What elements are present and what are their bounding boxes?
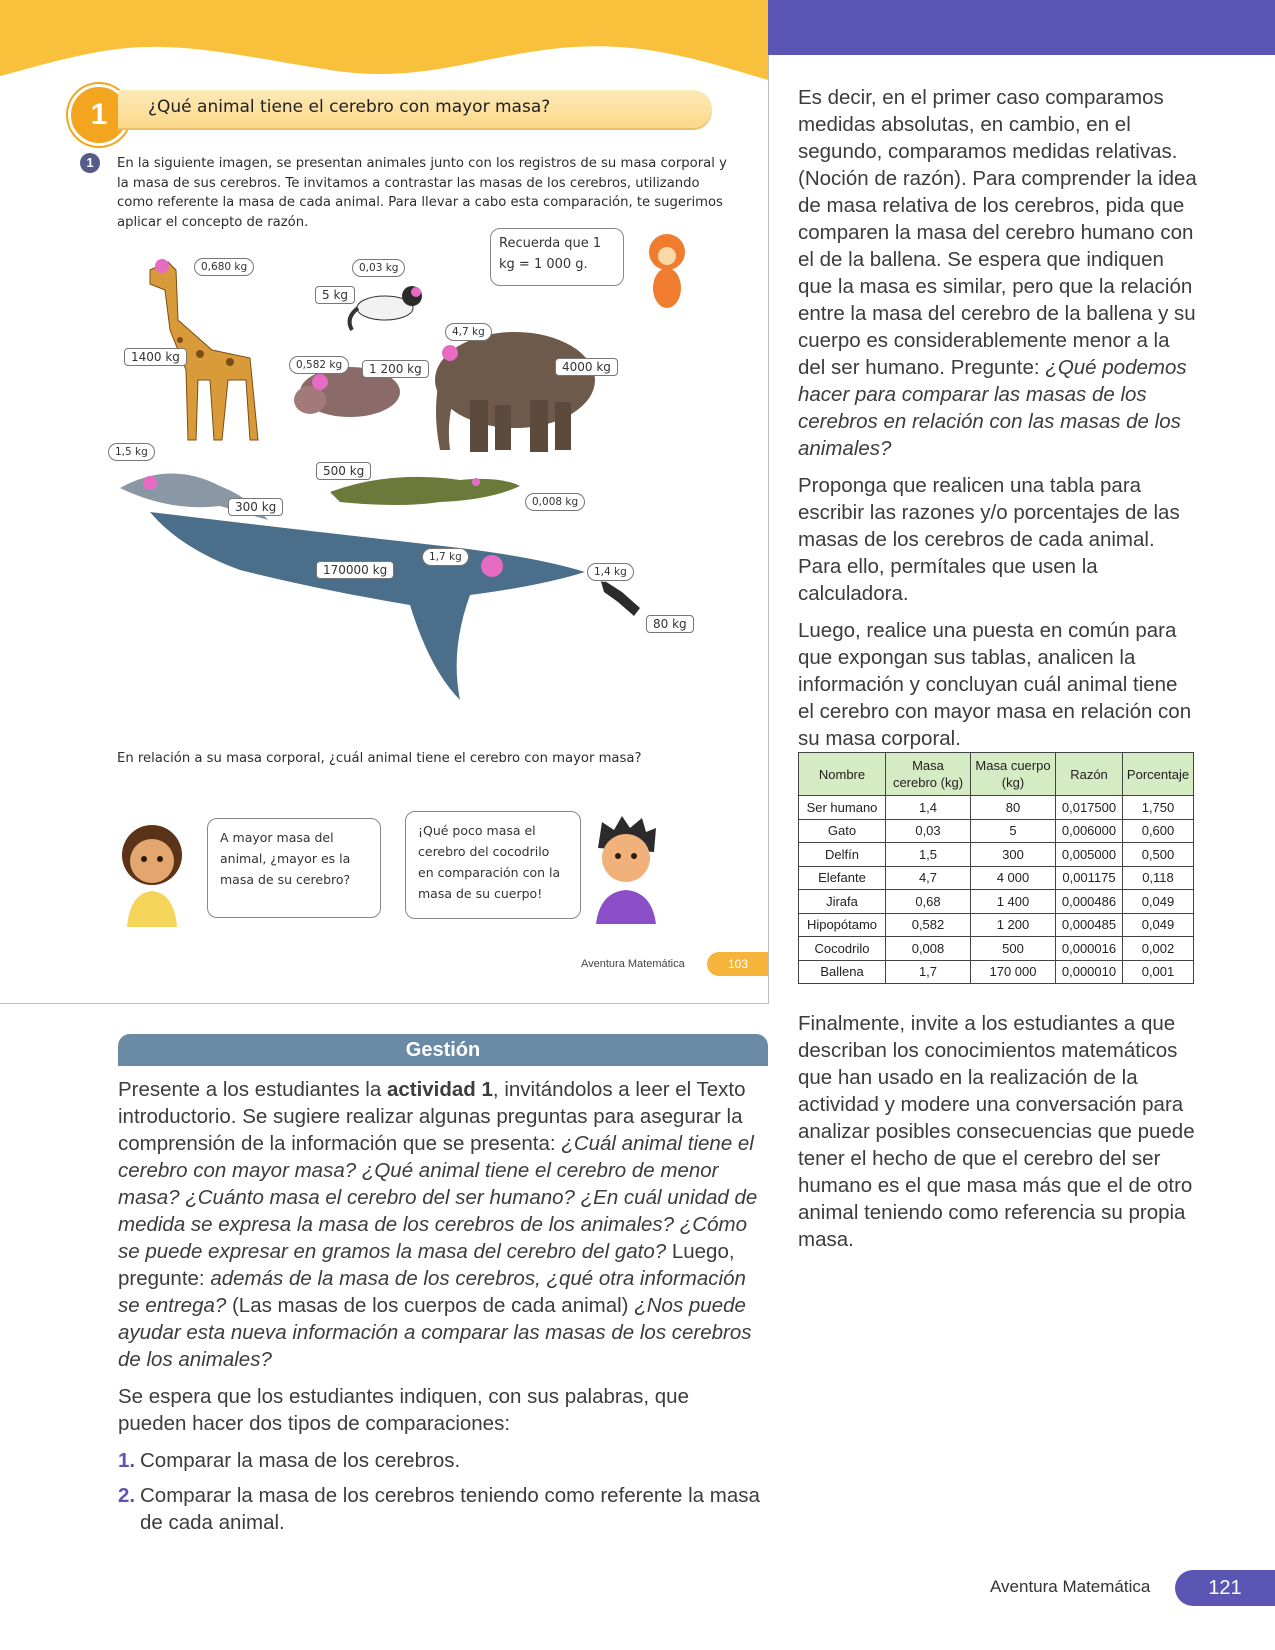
elephant-body-label: 4000 kg: [555, 358, 618, 376]
cell-ratio: 0,000486: [1056, 890, 1123, 914]
cell-brain: 1,7: [886, 960, 971, 984]
cell-name: Jirafa: [799, 890, 886, 914]
header-ratio: Razón: [1056, 753, 1123, 796]
table-header-row: [799, 753, 1194, 796]
cell-brain: 0,008: [886, 937, 971, 961]
activity-question: En relación a su masa corporal, ¿cuál animal tiene el cerebro con mayor masa?: [117, 751, 642, 766]
cell-name: Cocodrilo: [799, 937, 886, 961]
table-row: [799, 796, 1194, 820]
cell-ratio: 0,000485: [1056, 913, 1123, 937]
cell-name: Delfín: [799, 843, 886, 867]
boy-avatar: [592, 812, 660, 924]
cell-brain: 0,582: [886, 913, 971, 937]
whale-body-label: 170000 kg: [316, 561, 394, 579]
whale-brain-label: 1,7 kg: [422, 548, 469, 566]
ratio-table: [798, 752, 1194, 984]
cell-brain: 0,68: [886, 890, 971, 914]
list-item: 2. Comparar la masa de los cerebros teniendo como referente la masa de cada animal.: [118, 1484, 760, 1534]
cell-percent: 0,001: [1123, 960, 1194, 984]
cell-name: Ballena: [799, 960, 886, 984]
list-item: 1. Comparar la masa de los cerebros.: [118, 1449, 461, 1472]
cell-body: 170 000: [971, 960, 1056, 984]
cell-name: Elefante: [799, 866, 886, 890]
header-percentage: Porcentaje: [1123, 753, 1194, 796]
cat-illustration: [350, 286, 422, 330]
cell-name: Hipopótamo: [799, 913, 886, 937]
animals-illustration: [0, 230, 768, 750]
cell-brain: 4,7: [886, 866, 971, 890]
cell-percent: 0,049: [1123, 890, 1194, 914]
cell-body: 4 000: [971, 866, 1056, 890]
left-paragraph-2: Se espera que los estudiantes indiquen, con sus palabras, que pueden hacer dos tipos de comparaciones:: [118, 1385, 689, 1435]
cell-percent: 0,500: [1123, 843, 1194, 867]
page-number: 121: [1175, 1570, 1275, 1606]
hippo-brain-label: 0,582 kg: [289, 356, 349, 374]
cell-name: Gato: [799, 819, 886, 843]
cell-ratio: 0,005000: [1056, 843, 1123, 867]
crocodile-body-label: 500 kg: [316, 462, 371, 480]
student-page: [0, 0, 769, 1004]
dolphin-brain-label: 1,5 kg: [108, 443, 155, 461]
activity-number-badge: 1: [68, 84, 130, 146]
cat-body-label: 5 kg: [315, 286, 355, 304]
whale-illustration: [150, 512, 585, 700]
right-paragraph-1: Es decir, en el primer caso comparamos medidas absolutas, en cambio, en el segundo, comparamos medidas relativas. (Noción de razón). Para comprender la idea de masa relativa de los cerebros, pida que comparen la masa del cerebro humano con el de la ballena. Se espera que indiquen que la masa es similar, pero que la relación entre la masa del cerebro de la ballena y su cuerpo es considerablemente menor a la del ser humano. Pregunte: ¿Qué podemos hacer para comparar las masas de los cerebros en relación con las masas de los animales?: [798, 86, 1197, 460]
cell-brain: 1,5: [886, 843, 971, 867]
human-body-label: 80 kg: [646, 615, 694, 633]
table-row: [799, 843, 1194, 867]
table-row: [799, 819, 1194, 843]
gestion-title: Gestión: [405, 1039, 481, 1061]
cell-body: 1 200: [971, 913, 1056, 937]
cell-percent: 0,600: [1123, 819, 1194, 843]
cell-percent: 0,049: [1123, 913, 1194, 937]
cell-ratio: 0,000010: [1056, 960, 1123, 984]
cell-name: Ser humano: [799, 796, 886, 820]
cell-ratio: 0,017500: [1056, 796, 1123, 820]
cell-body: 500: [971, 937, 1056, 961]
table-row: [799, 960, 1194, 984]
student-page-number: 103: [707, 952, 769, 976]
elephant-illustration: [435, 332, 595, 452]
reminder-bubble: Recuerda que 1 kg = 1 000 g.: [490, 228, 624, 286]
step-number-badge: 1: [80, 153, 100, 173]
cell-percent: 1,750: [1123, 796, 1194, 820]
girl-speech-bubble: A mayor masa del animal, ¿mayor es la masa de su cerebro?: [207, 818, 381, 918]
right-column-bottom: [798, 1010, 1196, 1253]
cell-body: 1 400: [971, 890, 1056, 914]
right-paragraph-3: Luego, realice una puesta en común para que expongan sus tablas, analicen la información y concluyan cuál animal tiene el cerebro con mayor masa en relación con su masa corporal.: [798, 619, 1192, 750]
human-brain-label: 1,4 kg: [587, 563, 634, 581]
right-paragraph-2: Proponga que realicen una tabla para escribir las razones y/o porcentajes de las masas de los cerebros de cada animal. Para ello, permítales que usen la calculadora.: [798, 474, 1180, 605]
header-name: Nombre: [799, 753, 886, 796]
cell-body: 5: [971, 819, 1056, 843]
crocodile-brain-label: 0,008 kg: [525, 493, 585, 511]
header-band: [768, 0, 1275, 55]
cell-percent: 0,118: [1123, 866, 1194, 890]
cell-brain: 0,03: [886, 819, 971, 843]
monkey-illustration: [649, 234, 685, 308]
table-row: [799, 866, 1194, 890]
cell-percent: 0,002: [1123, 937, 1194, 961]
right-paragraph-4: Finalmente, invite a los estudiantes a que describan los conocimientos matemáticos que han usado en la realización de la actividad y modere una conversación para analizar posibles consecuencias que puede tener el hecho de que el cerebro del ser humano es el que masa más que el de otro animal teniendo como referencia su propia masa.: [798, 1012, 1195, 1251]
elephant-brain-label: 4,7 kg: [445, 323, 492, 341]
cell-ratio: 0,006000: [1056, 819, 1123, 843]
cell-body: 80: [971, 796, 1056, 820]
intro-text: En la siguiente imagen, se presentan animales junto con los registros de su masa corporal y la masa de sus cerebros. Te invitamos a contrastar las masas de los cerebros, utilizando como referente la masa de cada animal. Para llevar a cabo esta comparación, te sugerimos aplicar el concepto de razón.: [117, 156, 727, 230]
header-brain-mass: Masa cerebro (kg): [886, 753, 971, 796]
hippo-body-label: 1 200 kg: [362, 360, 429, 378]
cell-body: 300: [971, 843, 1056, 867]
crocodile-illustration: [330, 477, 520, 505]
cell-ratio: 0,000016: [1056, 937, 1123, 961]
cell-brain: 1,4: [886, 796, 971, 820]
dolphin-body-label: 300 kg: [228, 498, 283, 516]
boy-speech-bubble: ¡Qué poco masa el cerebro del cocodrilo en comparación con la masa de su cuerpo!: [405, 811, 581, 919]
table-row: [799, 890, 1194, 914]
right-column: [798, 84, 1198, 762]
giraffe-brain-label: 0,680 kg: [194, 258, 254, 276]
activity-title: ¿Qué animal tiene el cerebro con mayor masa?: [148, 97, 551, 117]
left-paragraph-1: Presente a los estudiantes la actividad 1, invitándolos a leer el Texto introductorio. Se sugiere realizar algunas preguntas para asegurar la comprensión de la información que se presenta: ¿Cuál animal tiene el cerebro con mayor masa? ¿Qué animal tiene el cerebro de menor masa? ¿Cuánto masa el cerebro del ser humano? ¿En cuál unidad de medida se expresa la masa de los cerebros de los animales? ¿Cómo se puede expresar en gramos la masa del cerebro del gato? Luego, pregunte: además de la masa de los cerebros, ¿qué otra información se entrega? (Las masas de los cuerpos de cada animal) ¿Nos puede ayudar esta nueva información a comparar las masas de los cerebros de los animales?: [118, 1078, 758, 1371]
table-row: [799, 937, 1194, 961]
left-column: [118, 1076, 763, 1544]
student-page-footer-label: Aventura Matemática: [581, 958, 685, 970]
girl-avatar: [112, 815, 192, 927]
giraffe-body-label: 1400 kg: [124, 348, 187, 366]
cat-brain-label: 0,03 kg: [352, 259, 405, 277]
table-row: [799, 913, 1194, 937]
header-body-mass: Masa cuerpo (kg): [971, 753, 1056, 796]
cell-ratio: 0,001175: [1056, 866, 1123, 890]
footer-label: Aventura Matemática: [990, 1577, 1151, 1596]
